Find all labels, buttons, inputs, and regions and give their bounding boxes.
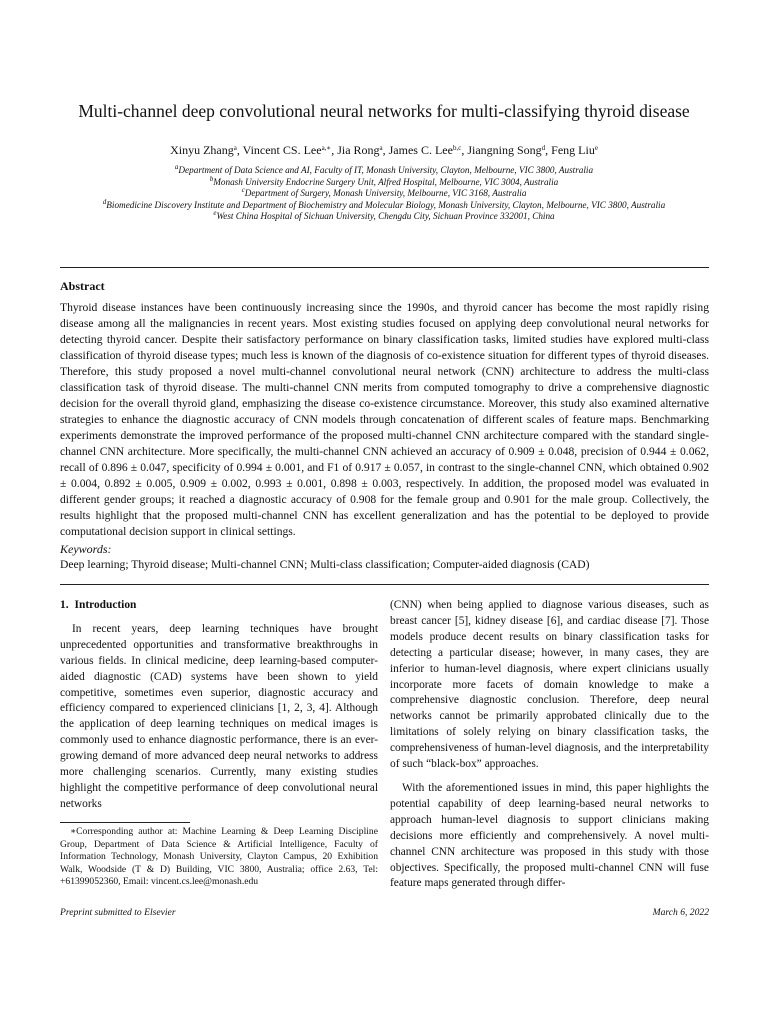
footnote-rule: [60, 822, 190, 823]
intro-paragraph: With the aforementioned issues in mind, this paper highlights the potential capability of deep learning-based neural networks to approach human-level diagnosis to support clinicians making decisions more efficiently and comprehensively. A novel multi-channel CNN architecture was proposed in this study with those objectives. Specifically, the proposed multi-channel CNN will fuse feature maps generated through differ-: [390, 781, 709, 890]
affiliation: $^e$West China Hospital of Sichuan University, Chengdu City, Sichuan Province 332001, China: [213, 209, 555, 222]
paper-title: Multi-channel deep convolutional neural networks for multi-classifying thyroid disease: [78, 101, 690, 121]
affiliation-list: [30, 165, 738, 223]
abstract-bottom-rule: [60, 584, 709, 585]
author: Xinyu Zhang$^a$: [170, 143, 237, 157]
section-heading-introduction: 1. Introduction: [60, 599, 137, 611]
keywords-label: Keywords:: [60, 542, 112, 556]
abstract-text: Thyroid disease instances have been continuously increasing since the 1990s, and thyroid cancer has become the most rapidly rising disease among all the malignancies in recent years. Most existing studies focused on applying deep convolutional neural networks for detecting thyroid cancer. Despite their satisfactory performance on binary classification tasks, limited studies have explored multi-class classification of thyroid disease types; much less is known of the diagnosis of co-existence situation for different types of thyroid diseases. Therefore, this study proposed a novel multi-channel convolutional neural network (CNN) architecture to address the multi-class classification task of thyroid disease. The multi-channel CNN merits from computed tomography to drive a comprehensive diagnostic decision for the overall thyroid gland, emphasizing the disease co-existence circumstance. Moreover, this study also examined alternative strategies to enhance the diagnostic accuracy of CNN models through concatenation of different scales of feature maps. Benchmarking experiments demonstrate the improved performance of the proposed multi-channel CNN architecture compared with the standard single-channel CNN architecture. More specifically, the multi-channel CNN achieved an accuracy of 0.909 ± 0.048, precision of 0.944 ± 0.062, recall of 0.896 ± 0.047, specificity of 0.994 ± 0.001, and F1 of 0.917 ± 0.057, in contrast to the single-channel CNN, which obtained 0.902 ± 0.004, 0.892 ± 0.005, 0.909 ± 0.002, 0.993 ± 0.001, 0.898 ± 0.003, respectively. In addition, the proposed model was evaluated in different gender groups; it reached a diagnostic accuracy of 0.908 for the female group and 0.901 for the male group. Collectively, the results highlight that the proposed multi-channel CNN has excellent generalization and has the potential to be deployed to provide computational decision support in clinical settings.: [60, 301, 709, 538]
author: Vincent CS. Lee$^{a,∗}$: [242, 143, 332, 157]
right-column: [390, 598, 709, 892]
abstract-top-rule: [60, 267, 709, 268]
affiliation: $^b$Monash University Endocrine Surgery Unit, Alfred Hospital, Melbourne, VIC 3004, Australia: [209, 174, 559, 187]
author: James C. Lee$^{b,c}$: [388, 143, 462, 157]
author: Feng Liu$^e$: [551, 143, 598, 157]
preprint-notice: Preprint submitted to Elsevier: [60, 907, 176, 918]
keywords-text: Deep learning; Thyroid disease; Multi-channel CNN; Multi-class classification; Computer-aided diagnosis (CAD): [60, 558, 590, 571]
abstract-heading: Abstract: [60, 279, 105, 293]
corresponding-author-footnote: ∗Corresponding author at: Machine Learning & Deep Learning Discipline Group, Department of Data Science & Artificial Intelligence, Faculty of Information Technology, Monash University, Clayton Campus, 20 Exhibition Walk, Woodside (T & D) Building, VIC 3800, Australia; office 2.63, Tel: +61399052360, Email: vincent.cs.lee@monash.edu: [60, 826, 378, 888]
footer-date: March 6, 2022: [652, 907, 709, 918]
intro-paragraph: (CNN) when being applied to diagnose various diseases, such as breast cancer [5], kidney disease [6], and cardiac disease [7]. Those models produce decent results on binary classification tasks for detecting a particular disease; however, in many cases, they are inferior to human-level diagnosis, where expert clinicians usually incorporate more facets of domain knowledge to make a comprehensive diagnostic conclusion. Therefore, deep neural networks cannot be primarily approbated clinically due to the limitations of solely relying on binary classification tasks, the comprehensiveness of human-level diagnosis, and the interpretability of such “black-box” approaches.: [390, 599, 709, 771]
author: Jiangning Song$^d$: [467, 143, 546, 157]
intro-paragraph: In recent years, deep learning techniques have brought unprecedented opportunities and transformative breakthroughs in various fields. In clinical medicine, deep learning-based computer-aided diagnostic (CAD) systems have been shown to yield competitive, sometimes even superior, diagnostic accuracy and efficiency compared to experienced clinicians [1, 2, 3, 4]. Although the application of deep learning techniques on medical images is commonly used to enhance diagnostic performance, there is an ever-growing demand of more advanced deep neural networks to address more challenging scenarios. Currently, many existing studies highlight the competitive performance of deep convolutional neural networks: [60, 622, 378, 810]
affiliation: $^d$Biomedicine Discovery Institute and Department of Biochemistry and Molecular Biology, Monash University, Clayton, Melbourne, VIC 3800, Australia: [102, 197, 666, 210]
author: Jia Rong$^a$: [337, 143, 383, 157]
left-column: [60, 598, 378, 813]
author-list: Xinyu Zhang$^a$, Vincent CS. Lee$^{a,∗}$, Jia Rong$^a$, James C. Lee$^{b,c}$, Jiangning Song$^d$, Feng Liu$^e$: [170, 143, 598, 157]
affiliation: $^c$Department of Surgery, Monash University, Melbourne, VIC 3168, Australia: [241, 186, 527, 199]
affiliation: $^a$Department of Data Science and AI, Faculty of IT, Monash University, Clayton, Melbourne, VIC 3800, Australia: [174, 163, 594, 175]
